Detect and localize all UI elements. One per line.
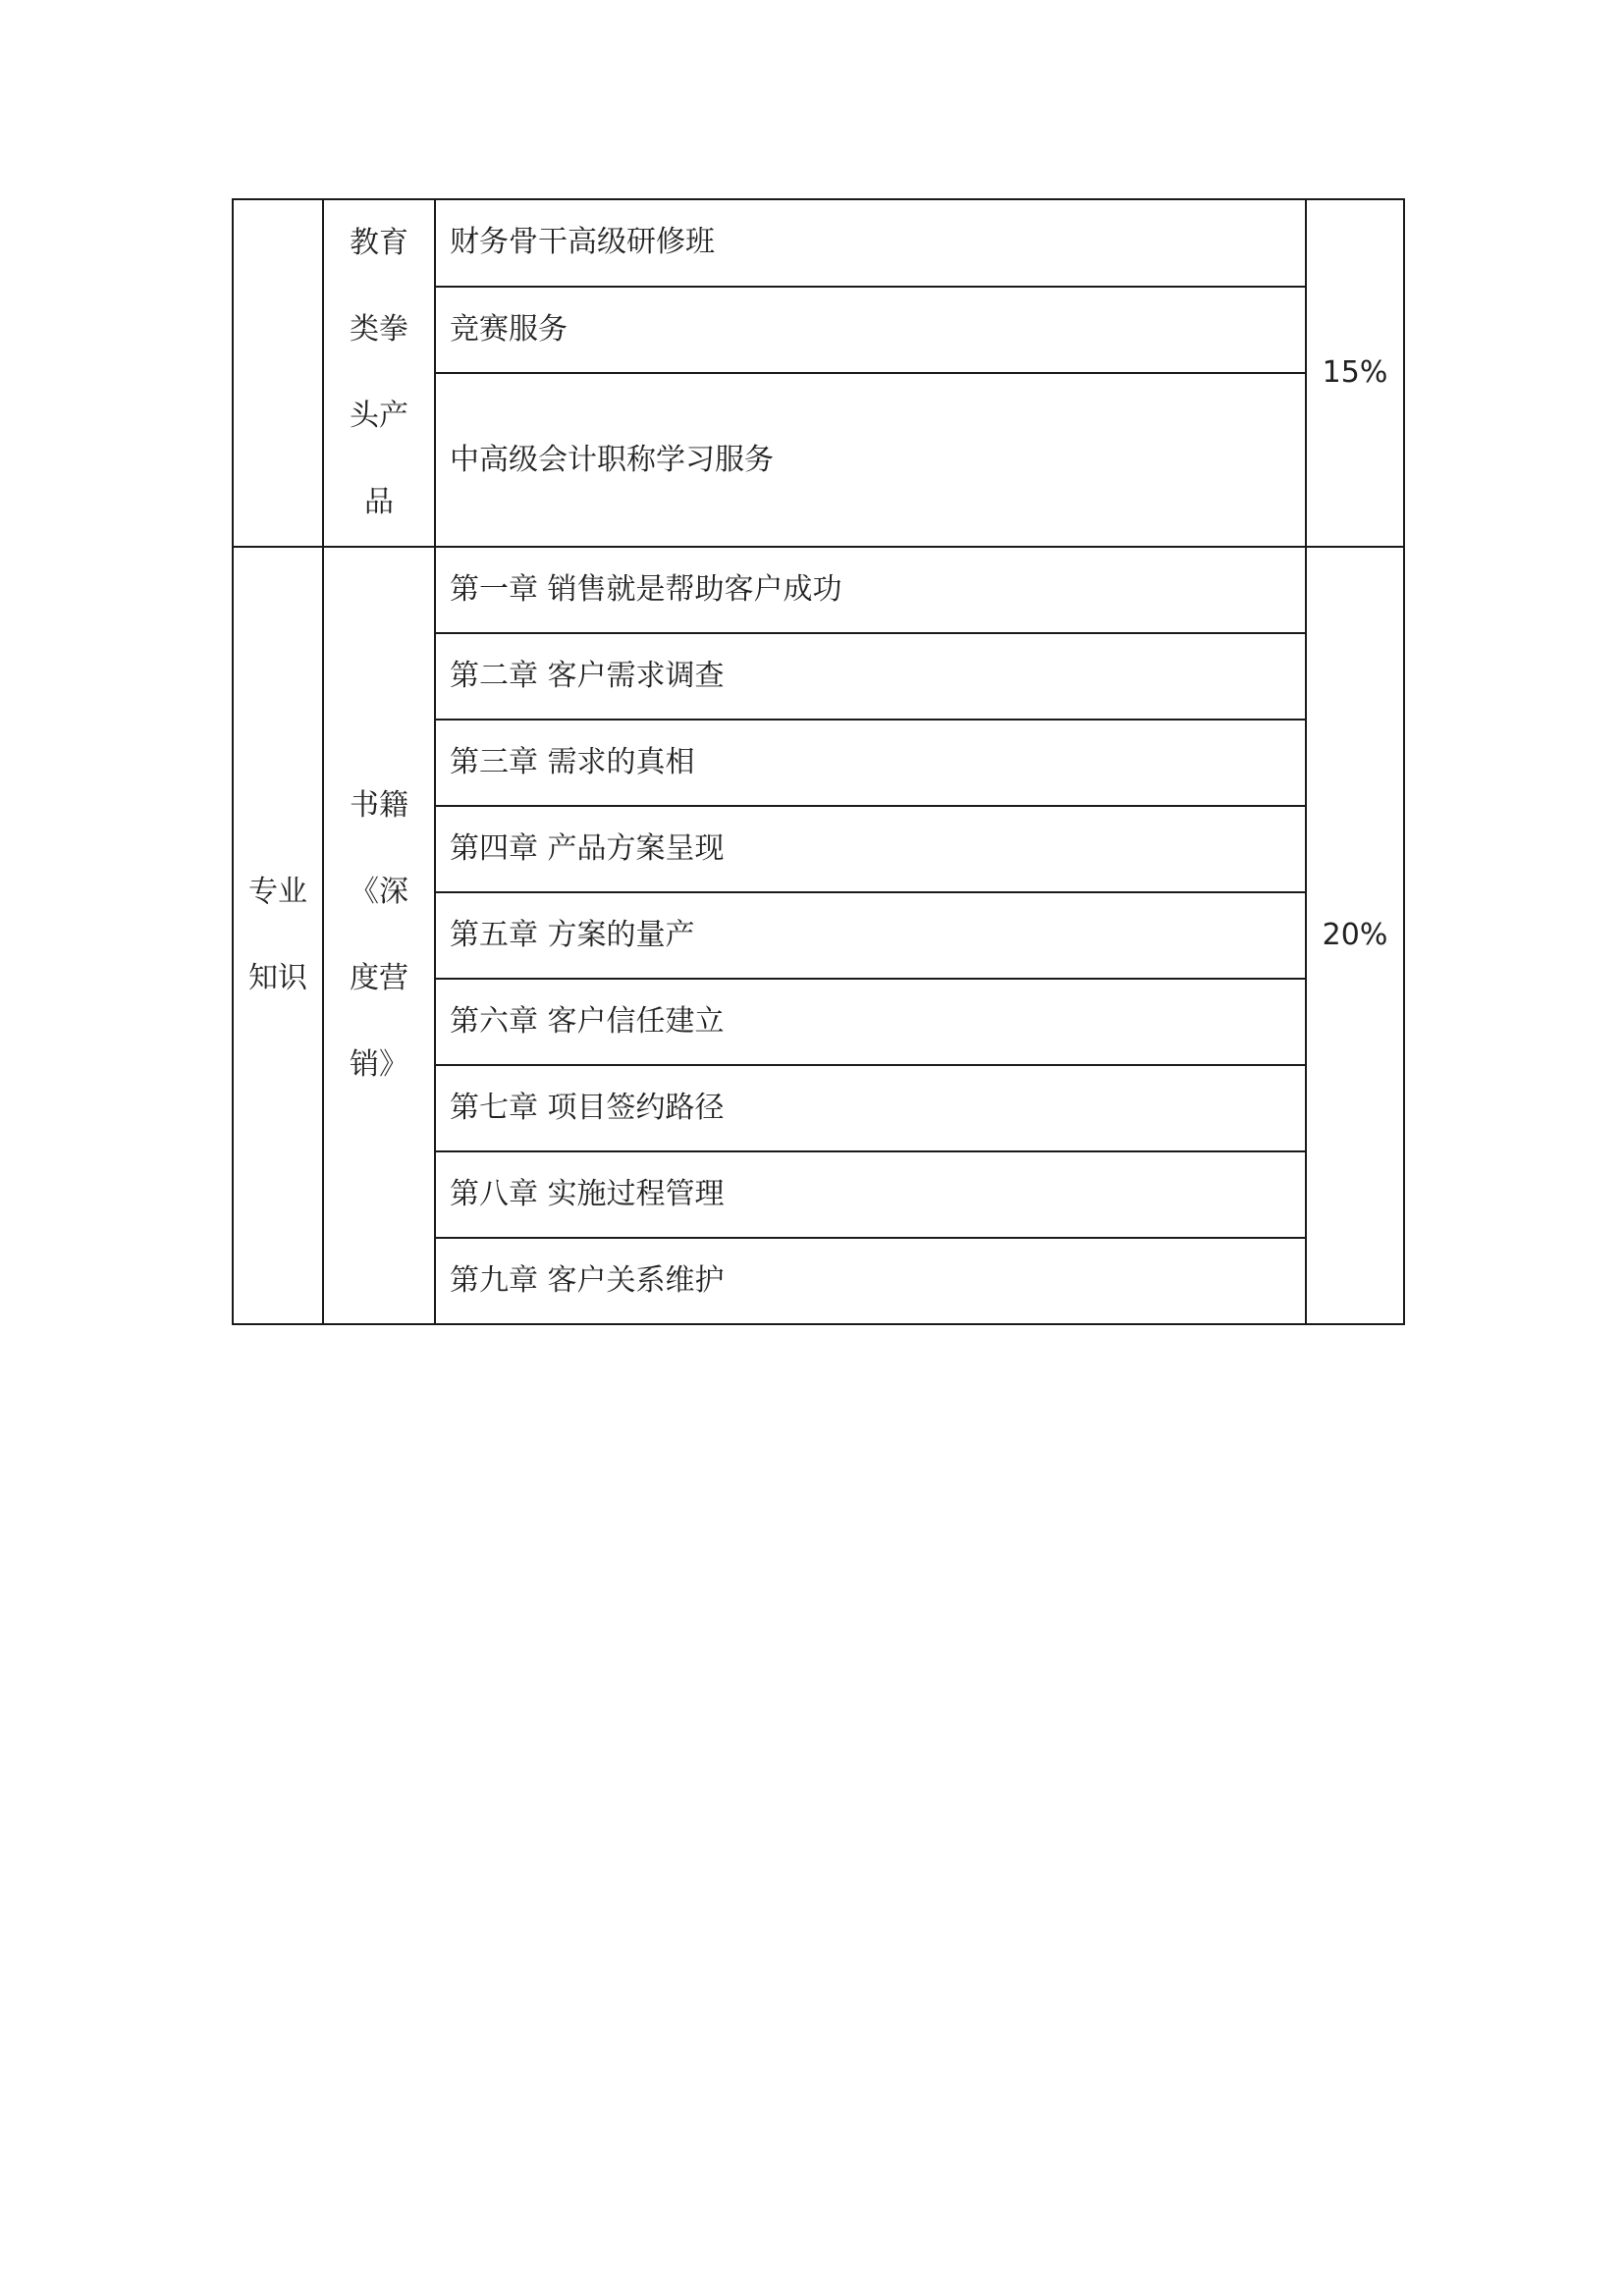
group-line: 知识 [248,961,307,995]
category-line: 品 [364,485,394,519]
category-line: 度营 [350,961,408,995]
chapter-cell: 第一章 销售就是帮助客户成功 [435,547,1306,633]
category-line: 销》 [350,1047,408,1082]
item-cell: 中高级会计职称学习服务 [435,373,1306,547]
group-cell [233,547,323,1324]
category-line: 《深 [350,875,408,909]
weight-cell: 20% [1306,547,1404,1324]
curriculum-table [232,198,1405,1325]
table-row [233,199,1404,287]
item-cell: 竞赛服务 [435,287,1306,374]
table-row [233,547,1404,633]
category-line: 类拳 [350,312,408,347]
weight-cell: 15% [1306,199,1404,547]
category-line: 头产 [350,399,408,433]
chapter-cell: 第四章 产品方案呈现 [435,806,1306,892]
item-cell: 财务骨干高级研修班 [435,199,1306,287]
category-cell [323,547,435,1324]
category-line: 书籍 [350,788,408,823]
chapter-cell: 第五章 方案的量产 [435,892,1306,979]
group-cell-empty [233,199,323,547]
category-cell [323,199,435,547]
chapter-cell: 第三章 需求的真相 [435,720,1306,806]
chapter-cell: 第八章 实施过程管理 [435,1151,1306,1238]
chapter-cell: 第七章 项目签约路径 [435,1065,1306,1151]
chapter-cell: 第二章 客户需求调查 [435,633,1306,720]
chapter-cell: 第九章 客户关系维护 [435,1238,1306,1324]
category-line: 教育 [350,226,408,260]
group-line: 专业 [248,875,307,909]
chapter-cell: 第六章 客户信任建立 [435,979,1306,1065]
